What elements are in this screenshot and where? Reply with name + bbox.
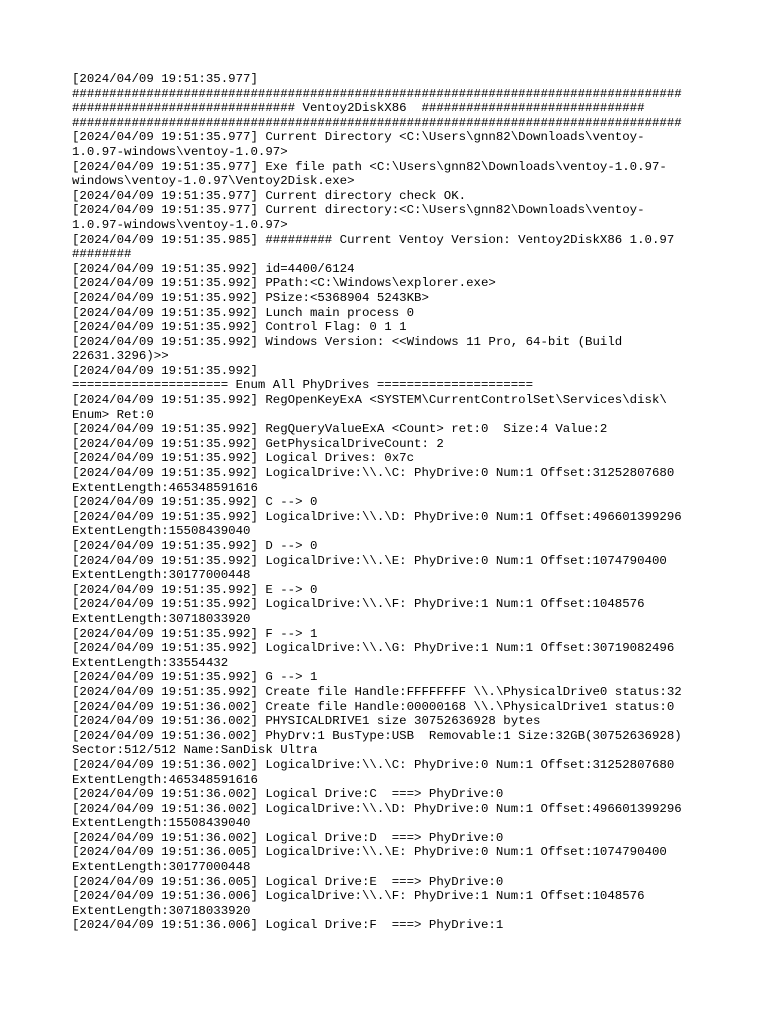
log-line: [2024/04/09 19:51:36.002] LogicalDrive:\\.\C: PhyDrive:0 Num:1 Offset:31252807680 xyxy=(72,757,675,772)
log-line: ######## xyxy=(72,247,132,262)
log-line: [2024/04/09 19:51:35.992] xyxy=(72,363,258,378)
log-line: [2024/04/09 19:51:35.992] Windows Version: <<Windows 11 Pro, 64-bit (Build xyxy=(72,334,623,349)
log-line: [2024/04/09 19:51:35.992] LogicalDrive:\\.\D: PhyDrive:0 Num:1 Offset:496601399296 xyxy=(72,509,682,524)
log-line: [2024/04/09 19:51:36.002] Create file Handle:00000168 \\.\PhysicalDrive1 status:0 xyxy=(72,699,675,714)
log-line: ################################################################################## xyxy=(72,86,682,101)
log-line: [2024/04/09 19:51:35.992] RegOpenKeyExA <SYSTEM\CurrentControlSet\Services\disk\ xyxy=(72,393,667,408)
log-line: [2024/04/09 19:51:35.977] Current directory:<C:\Users\gnn82\Downloads\ventoy- xyxy=(72,203,645,218)
log-line: 1.0.97-windows\ventoy-1.0.97> xyxy=(72,144,288,159)
log-line: [2024/04/09 19:51:35.992] LogicalDrive:\\.\F: PhyDrive:1 Num:1 Offset:1048576 xyxy=(72,597,645,612)
log-line: [2024/04/09 19:51:35.992] C --> 0 xyxy=(72,495,318,510)
log-line: [2024/04/09 19:51:35.992] Lunch main process 0 xyxy=(72,305,415,320)
log-line: windows\ventoy-1.0.97\Ventoy2Disk.exe> xyxy=(72,174,355,189)
log-line: [2024/04/09 19:51:35.977] Current Directory <C:\Users\gnn82\Downloads\ventoy- xyxy=(72,130,645,145)
log-line: [2024/04/09 19:51:35.992] Logical Drives: 0x7c xyxy=(72,451,415,466)
log-line: [2024/04/09 19:51:35.985] ######### Current Ventoy Version: Ventoy2DiskX86 1.0.97 xyxy=(72,232,675,247)
log-line: [2024/04/09 19:51:35.992] D --> 0 xyxy=(72,539,318,553)
log-line: [2024/04/09 19:51:36.005] LogicalDrive:\\.\E: PhyDrive:0 Num:1 Offset:1074790400 xyxy=(72,845,667,860)
log-line: [2024/04/09 19:51:35.992] GetPhysicalDriveCount: 2 xyxy=(72,436,444,451)
log-line: [2024/04/09 19:51:36.002] PHYSICALDRIVE1 size 30752636928 bytes xyxy=(72,714,541,729)
log-line: [2024/04/09 19:51:35.992] LogicalDrive:\\.\E: PhyDrive:0 Num:1 Offset:1074790400 xyxy=(72,553,667,568)
log-line: ===================== Enum All PhyDrives ===================== xyxy=(72,378,534,393)
log-line: ExtentLength:465348591616 xyxy=(72,480,258,495)
log-line: [2024/04/09 19:51:36.002] Logical Drive:C ===> PhyDrive:0 xyxy=(72,787,504,802)
log-line: [2024/04/09 19:51:35.992] LogicalDrive:\\.\G: PhyDrive:1 Num:1 Offset:30719082496 xyxy=(72,641,675,656)
log-line: [2024/04/09 19:51:35.992] Create file Handle:FFFFFFFF \\.\PhysicalDrive0 status:32 xyxy=(72,684,682,699)
log-line: [2024/04/09 19:51:36.002] Logical Drive:D ===> PhyDrive:0 xyxy=(72,830,504,845)
log-line: [2024/04/09 19:51:35.977] Exe file path <C:\Users\gnn82\Downloads\ventoy-1.0.97- xyxy=(72,159,667,174)
log-line: [2024/04/09 19:51:35.992] RegQueryValueExA <Count> ret:0 Size:4 Value:2 xyxy=(72,422,608,437)
log-line: [2024/04/09 19:51:36.006] LogicalDrive:\\.\F: PhyDrive:1 Num:1 Offset:1048576 xyxy=(72,889,645,904)
log-line: [2024/04/09 19:51:35.992] Control Flag: 0 1 1 xyxy=(72,320,407,335)
log-line: ExtentLength:465348591616 xyxy=(72,772,258,787)
log-line: [2024/04/09 19:51:35.977] xyxy=(72,72,258,86)
log-line: [2024/04/09 19:51:35.992] E --> 0 xyxy=(72,582,318,597)
log-line: 1.0.97-windows\ventoy-1.0.97> xyxy=(72,217,288,232)
log-line: [2024/04/09 19:51:35.992] PSize:<5368904 5243KB> xyxy=(72,290,429,305)
log-document xyxy=(72,72,696,933)
log-line: ExtentLength:30177000448 xyxy=(72,568,251,583)
log-line: ExtentLength:33554432 xyxy=(72,655,229,670)
log-line: [2024/04/09 19:51:36.005] Logical Drive:E ===> PhyDrive:0 xyxy=(72,874,504,889)
log-line: [2024/04/09 19:51:36.002] LogicalDrive:\\.\D: PhyDrive:0 Num:1 Offset:496601399296 xyxy=(72,801,682,816)
log-line: 22631.3296)>> xyxy=(72,349,169,364)
log-line: [2024/04/09 19:51:36.006] Logical Drive:F ===> PhyDrive:1 xyxy=(72,918,504,933)
log-line: Sector:512/512 Name:SanDisk Ultra xyxy=(72,743,318,758)
log-line: ################################################################################## xyxy=(72,115,682,130)
log-line: ############################## Ventoy2DiskX86 ############################## xyxy=(72,101,645,116)
log-line: [2024/04/09 19:51:35.992] G --> 1 xyxy=(72,670,318,685)
log-line: ExtentLength:30177000448 xyxy=(72,860,251,875)
log-line: Enum> Ret:0 xyxy=(72,407,154,422)
log-line: [2024/04/09 19:51:35.977] Current directory check OK. xyxy=(72,188,467,203)
log-line: [2024/04/09 19:51:35.992] PPath:<C:\Windows\explorer.exe> xyxy=(72,276,496,291)
log-line: ExtentLength:15508439040 xyxy=(72,816,251,831)
log-line: [2024/04/09 19:51:35.992] LogicalDrive:\\.\C: PhyDrive:0 Num:1 Offset:31252807680 xyxy=(72,466,675,481)
log-line: [2024/04/09 19:51:36.002] PhyDrv:1 BusType:USB Removable:1 Size:32GB(30752636928) xyxy=(72,728,682,743)
log-line: ExtentLength:30718033920 xyxy=(72,611,251,626)
log-line: ExtentLength:30718033920 xyxy=(72,903,251,918)
log-line: [2024/04/09 19:51:35.992] F --> 1 xyxy=(72,626,318,641)
log-line: [2024/04/09 19:51:35.992] id=4400/6124 xyxy=(72,261,355,276)
log-line: ExtentLength:15508439040 xyxy=(72,524,251,539)
